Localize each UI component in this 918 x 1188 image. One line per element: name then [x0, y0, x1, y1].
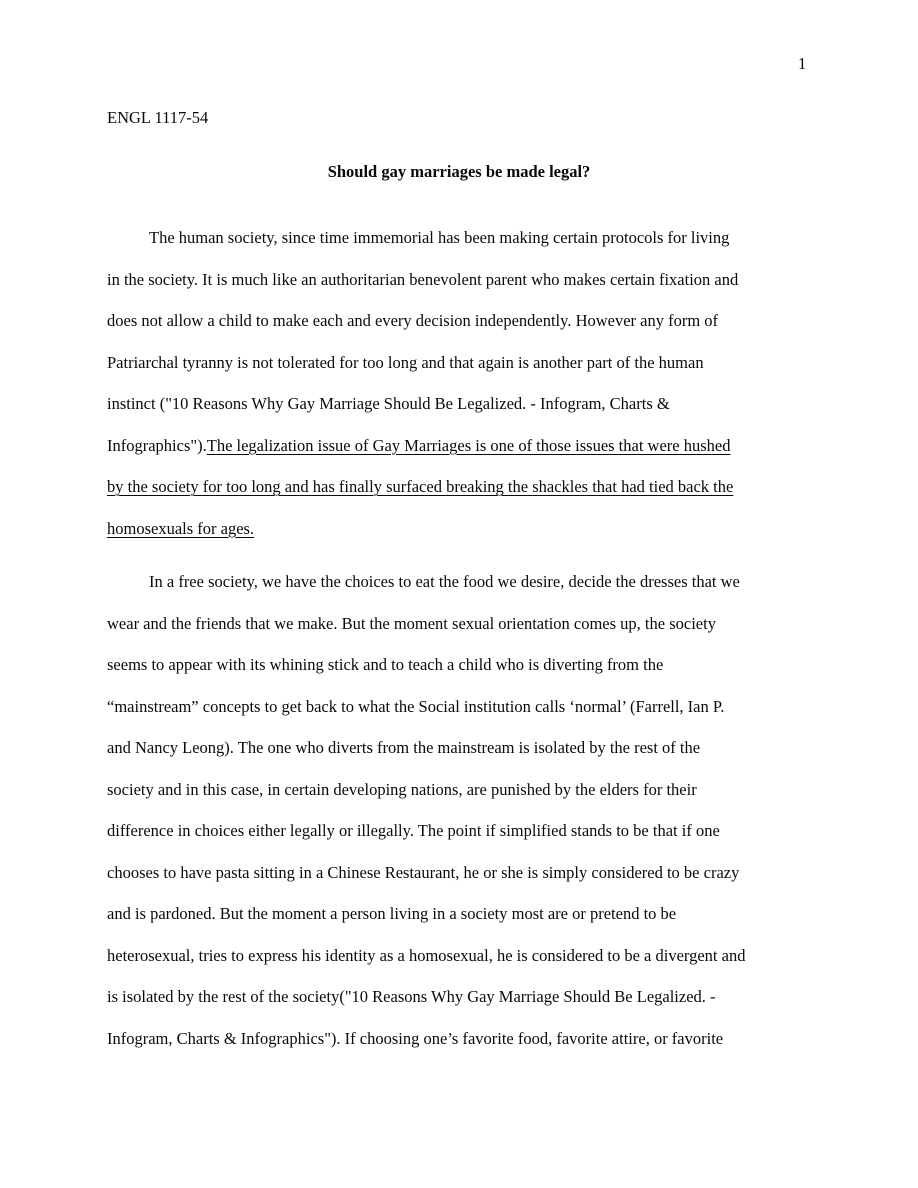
essay-line: [107, 686, 823, 728]
text-run: The human society, since time immemorial has been making certain protocols for living: [149, 228, 730, 247]
essay-line: [107, 727, 823, 769]
essay-line: [107, 769, 823, 811]
underlined-text-run: by the society for too long and has finally surfaced breaking the shackles that had tied back the: [107, 477, 734, 496]
text-run: and is pardoned. But the moment a person living in a society most are or pretend to be: [107, 904, 677, 923]
underlined-text-run: The legalization issue of Gay Marriages is one of those issues that were hushed: [206, 435, 731, 455]
essay-line: [107, 852, 823, 894]
essay-line: [107, 508, 823, 550]
paragraph-2: [107, 561, 823, 1059]
text-run: society and in this case, in certain developing nations, are punished by the elders for their: [107, 779, 697, 799]
text-run: in the society. It is much like an authoritarian benevolent parent who makes certain fixation and: [107, 269, 739, 289]
essay-line: [107, 466, 823, 508]
essay-line: [107, 342, 823, 384]
text-run: instinct ("10 Reasons Why Gay Marriage Should Be Legalized. - Infogram, Charts &: [107, 394, 670, 413]
paragraph-1: [107, 217, 823, 549]
text-run: does not allow a child to make each and every decision independently. However any form of: [107, 311, 719, 330]
essay-line: [107, 561, 823, 603]
course-header: ENGL 1117-54: [107, 108, 209, 127]
essay-line: [107, 893, 823, 935]
text-run: Infogram, Charts & Infographics"). If choosing one’s favorite food, favorite attire, or favorite: [107, 1028, 724, 1048]
essay-line: [107, 217, 823, 259]
text-run: and Nancy Leong). The one who diverts from the mainstream is isolated by the rest of the: [107, 738, 701, 757]
underlined-text-run: homosexuals for ages.: [107, 518, 255, 538]
essay-line: [107, 425, 823, 467]
essay-line: [107, 976, 823, 1018]
text-run: is isolated by the rest of the society("10 Reasons Why Gay Marriage Should Be Legalized. -: [107, 987, 716, 1006]
essay-line: [107, 259, 823, 301]
essay-line: [107, 603, 823, 645]
essay-line: [107, 300, 823, 342]
essay-line: [107, 644, 823, 686]
text-run: Infographics").: [107, 435, 207, 455]
essay-title: Should gay marriages be made legal?: [327, 162, 591, 181]
text-run: wear and the friends that we make. But the moment sexual orientation comes up, the society: [107, 613, 716, 633]
text-run: heterosexual, tries to express his identity as a homosexual, he is considered to be a divergent and: [107, 945, 746, 965]
text-run: Patriarchal tyranny is not tolerated for too long and that again is another part of the human: [107, 352, 704, 372]
essay-line: [107, 810, 823, 852]
essay-line: [107, 383, 823, 425]
essay-line: [107, 935, 823, 977]
essay-line: [107, 1018, 823, 1060]
text-run: In a free society, we have the choices to eat the food we desire, decide the dresses that we: [149, 572, 740, 591]
text-run: chooses to have pasta sitting in a Chinese Restaurant, he or she is simply considered to be crazy: [107, 862, 740, 882]
text-run: seems to appear with its whining stick and to teach a child who is diverting from the: [107, 655, 664, 674]
page-number: 1: [798, 54, 807, 73]
text-run: “mainstream” concepts to get back to what the Social institution calls ‘normal’ (Farrell, Ian P.: [107, 696, 725, 716]
text-run: difference in choices either legally or illegally. The point if simplified stands to be that if one: [107, 821, 720, 840]
